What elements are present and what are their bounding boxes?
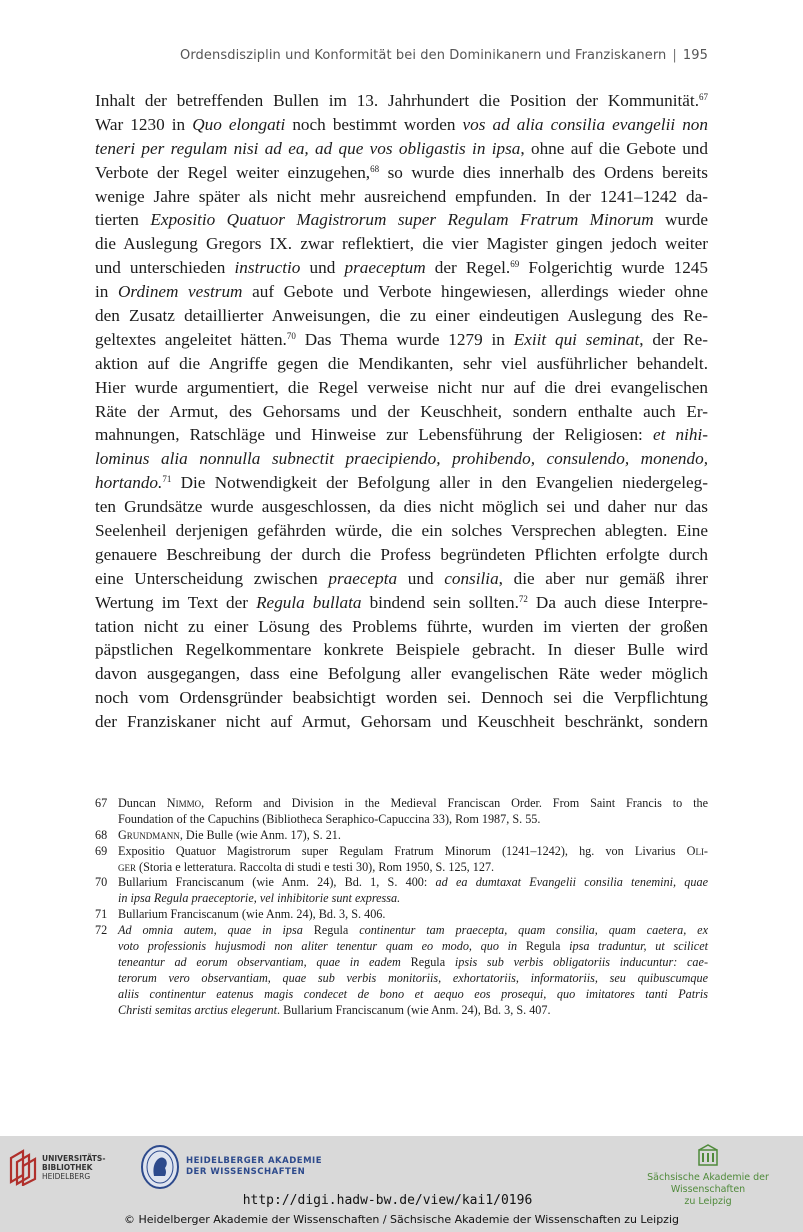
text-line: den Zusatz detaillierter Anweisungen, die zu einer eindeutigen Auslegung des Re-: [95, 306, 708, 326]
text-line: hortando.$^{71}$ Die Notwendigkeit der Befolgung aller in den Evangelien niedergeleg-: [95, 473, 708, 493]
text-line: Inhalt der betreffenden Bullen im 13. Jahrhundert die Position der Kommunität.$^{67}$: [95, 91, 708, 110]
footnote-ref-68[interactable]: 68: [370, 163, 380, 174]
footnote-number: 68: [95, 827, 108, 842]
ub-name-line: HEIDELBERG: [42, 1171, 91, 1181]
hadw-name-line: HEIDELBERGER AKADEMIE: [186, 1156, 323, 1166]
text-line: der Franziskaner nicht auf Armut, Gehorsam und Keuschheit beschränkt, sondern: [95, 712, 708, 732]
footnote-number: 71: [95, 907, 108, 922]
text-line: genauere Beschreibung der durch die Profess begründeten Pflichten erfolgte durch: [95, 544, 708, 564]
copyright-notice: © Heidelberger Akademie der Wissenschaften / Sächsische Akademie der Wissenschaften zu Leipzig: [123, 1213, 679, 1226]
text-line: Wertung im Text der Regula bullata bindend sein sollten.$^{72}$ Da auch diese Interpre-: [95, 592, 709, 612]
running-header: [95, 48, 708, 63]
text-line: ten Grundsätze wurde ausgeschlossen, da dies nicht möglich sei und daher nur das: [95, 497, 708, 517]
text-line: lominus alia nonnulla subnectit praecipiendo, prohibendo, consulendo, monendo,: [95, 449, 708, 469]
text-line: Räte der Armut, des Gehorsams und der Keuschheit, sondern enthalte auch Er-: [95, 401, 708, 421]
footnote-67: 67 Duncan Nimmo, Reform and Division in the Medieval Franciscan Order. From Saint Francis to the Foundation of the Capuchins (Bibliotheca Seraphico-Capuccina 33), Rom 1987, S. 55.: [95, 796, 708, 826]
footnote-68: 68 Grundmann, Die Bulle (wie Anm. 17), S. 21.: [95, 827, 341, 842]
text-line: geltextes angeleitet hätten.$^{70}$ Das Thema wurde 1279 in Exiit qui seminat, der Re-: [95, 329, 708, 349]
footnote-number: 70: [95, 875, 108, 890]
footnote-ref-69[interactable]: 69: [510, 259, 520, 270]
text-line: tierten Expositio Quatuor Magistrorum super Regulam Fratrum Minorum wurde: [95, 210, 708, 230]
text-line: Hier wurde argumentiert, die Regel verweise nicht nur auf die drei evangelischen: [95, 377, 708, 397]
text-line: teneri per regulam nisi ad ea, ad que vos obligastis in ipsa, ohne auf die Gebote und: [95, 138, 708, 158]
text-line: War 1230 in Quo elongati noch bestimmt worden vos ad alia consilia evangelii non: [95, 114, 708, 134]
text-line: eine Unterscheidung zwischen praecepta und consilia, die aber nur gemäß ihrer: [95, 568, 709, 588]
text-line: und unterschieden instructio und praeceptum der Regel.$^{69}$ Folgerichtig wurde 1245: [95, 258, 708, 278]
footnote-70: 70 Bullarium Franciscanum (wie Anm. 24), Bd. 1, S. 400: ad ea dumtaxat Evangelii consilia tenemini, quae in ipsa Regula praeceptorie, vel inhibitorie sunt expressa.: [95, 875, 709, 906]
running-title: Ordensdisziplin und Konformität bei den Dominikanern und Franziskanern: [180, 48, 667, 63]
ub-name-line: UNIVERSITÄTS-: [42, 1153, 106, 1163]
text-line: mahnungen, Ratschläge und Hinweise zur Lebensführung der Religiosen: et nihi-: [95, 425, 708, 445]
text-line: aktion auf die Angriffe gegen die Mendikanten, sehr viel ausführlicher behandelt.: [95, 353, 708, 373]
main-text: [95, 89, 708, 734]
hadw-seal-icon: [140, 1144, 180, 1190]
ub-heidelberg-logo[interactable]: [8, 1148, 105, 1186]
text-line: Verbote der Regel weiter einzugehen,$^{68}$ so wurde dies innerhalb des Ordens bereits: [95, 162, 708, 182]
hadw-name-line: DER WISSENSCHAFTEN: [186, 1167, 306, 1177]
page-number: 195: [682, 48, 708, 63]
footnote-72: 72 Ad omnia autem, quae in ipsa Regula continentur tam praecepta, quam consilia, quam caetera, ex voto professionis hujusmodi non aliter tenentur quam eo modo, quo in Regula ipsa traduntur, ut scilicet teneantur ad eorum observantiam, quae in eadem Regula ipsis sub verbis obligatoriis inducuntur: cae- terorum vero observantiam, quae sub verbis monitoriis, exhortatoriis, informatoriis, seu quibuscumque aliis continentur eatenus magis condecet de bono et aequo eos prosequi, quo imitatores tanti Patris Christi semitas arctius elegerunt. Bullarium Franciscanum (wie Anm. 24), Bd. 3, S. 407.: [95, 923, 709, 1017]
source-url-link[interactable]: http://digi.hadw-bw.de/view/kai1/0196: [242, 1193, 533, 1208]
footnote-ref-70[interactable]: 70: [286, 330, 296, 341]
text-line: päpstlichen Regelkommentare konkrete Beispiele gebracht. In dieser Bulle wird: [95, 640, 708, 660]
footnote-number: 72: [95, 923, 108, 938]
text-line: davon ausgegangen, dass eine Befolgung aller evangelischen Räte weder möglich: [95, 664, 708, 684]
footnotes: [95, 796, 708, 1019]
text-line: wenige Jahre später als nicht mehr ausreichend empfunden. In der 1241–1242 da-: [95, 186, 708, 206]
footnote-69: 69 Expositio Quatuor Magistrorum super Regulam Fratrum Minorum (1241–1242), hg. von Livarius Oli- ger (Storia e letteratura. Raccolta di studi e testi 30), Rom 1950, S. 125, 127.: [95, 843, 708, 874]
footnote-ref-71[interactable]: 71: [162, 474, 172, 485]
footnote-ref-72[interactable]: 72: [518, 593, 528, 604]
text-line: in Ordinem vestrum auf Gebote und Verbote hingewiesen, allerdings wieder ohne: [95, 282, 709, 302]
saw-name-line: zu Leipzig: [684, 1196, 732, 1207]
hadw-logo[interactable]: [140, 1144, 322, 1190]
footnote-number: 69: [95, 843, 108, 858]
saw-name-line: Sächsische Akademie der Wissenschaften: [647, 1172, 769, 1195]
saw-building-icon: [697, 1144, 719, 1166]
ub-name-line: BIBLIOTHEK: [42, 1162, 93, 1172]
footnote-71: 71 Bullarium Franciscanum (wie Anm. 24), Bd. 3, S. 406.: [95, 907, 386, 922]
text-line: Seelenheil derjenigen gefährden würde, die ein solches Versprechen ablegten. Eine: [95, 521, 708, 541]
text-line: die Auslegung Gregors IX. zwar reflektiert, die vier Magister gingen jedoch weiter: [95, 234, 708, 254]
text-line: noch vom Ordensgründer beabsichtigt worden sei. Dennoch sei die Verpflichtung: [95, 688, 708, 708]
text-line: tation nicht zu einer Lösung des Problems führte, wurden im vierten der großen: [95, 616, 708, 636]
header-separator: |: [672, 48, 677, 63]
ub-emblem-icon: [8, 1148, 38, 1186]
footnote-number: 67: [95, 796, 108, 810]
footnote-ref-67[interactable]: 67: [699, 92, 708, 102]
